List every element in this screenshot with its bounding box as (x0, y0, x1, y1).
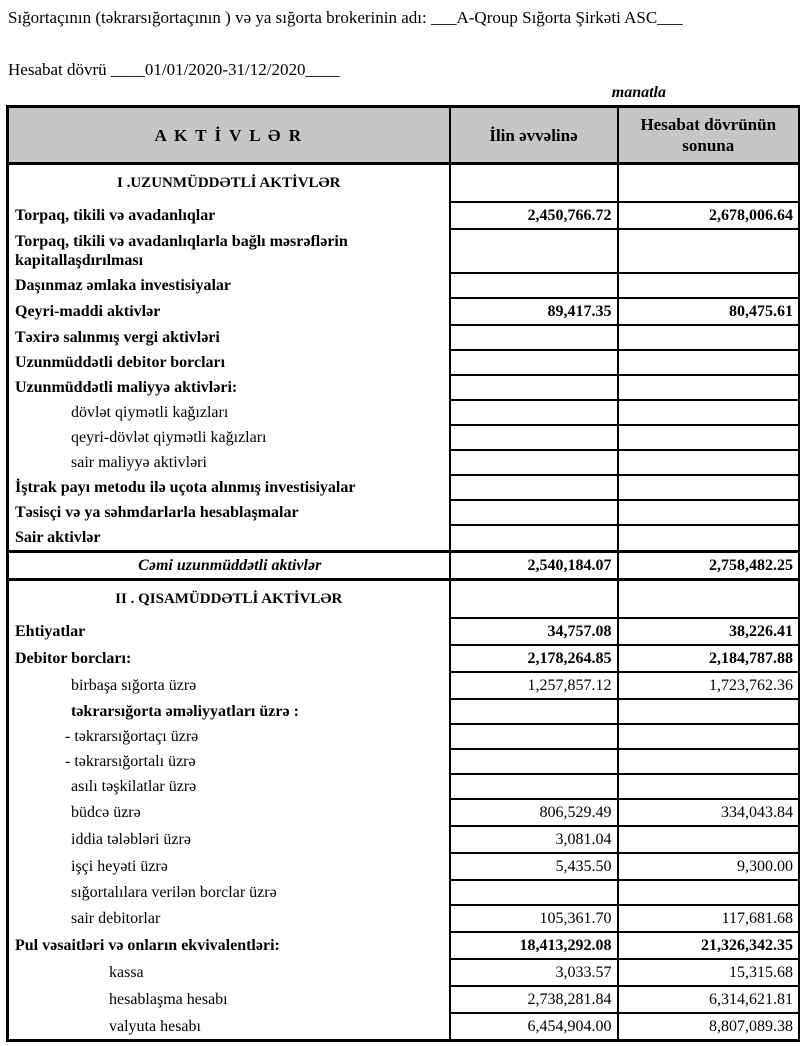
table-row (8, 932, 800, 959)
row-label: I .UZUNMÜDDƏTLİ AKTİVLƏR (8, 164, 450, 203)
value-period-end: 117,681.68 (618, 905, 800, 932)
value-year-start (450, 774, 618, 799)
row-label: asılı təşkilatlar üzrə (8, 774, 450, 799)
value-period-end (618, 580, 800, 619)
value-period-end (618, 826, 800, 853)
table-row (8, 164, 800, 203)
row-label: birbaşa sığorta üzrə (8, 672, 450, 699)
row-label: Debitor borcları: (8, 645, 450, 672)
value-year-start (450, 450, 618, 475)
value-period-end (618, 724, 800, 749)
value-year-start (450, 525, 618, 552)
value-period-end: 2,758,482.25 (618, 552, 800, 580)
table-row (8, 724, 800, 749)
table-row (8, 525, 800, 552)
value-year-start: 806,529.49 (450, 799, 618, 826)
value-year-start: 3,081.04 (450, 826, 618, 853)
value-period-end (618, 164, 800, 203)
value-period-end: 8,807,089.38 (618, 1013, 800, 1041)
value-period-end (618, 400, 800, 425)
report-period-line: Hesabat dövrü ____01/01/2020-31/12/2020____ (8, 60, 340, 79)
value-year-start (450, 475, 618, 500)
row-label: sığortalılara verilən borclar üzrə (8, 880, 450, 905)
row-label: - təkrarsığortaçı üzrə (8, 724, 450, 749)
table-row (8, 774, 800, 799)
row-label: Torpaq, tikili və avadanlıqlar (8, 202, 450, 229)
value-year-start (450, 724, 618, 749)
value-period-end (618, 774, 800, 799)
row-label: kassa (8, 959, 450, 986)
value-year-start: 6,454,904.00 (450, 1013, 618, 1041)
value-year-start (450, 425, 618, 450)
value-period-end (618, 325, 800, 350)
value-year-start (450, 273, 618, 298)
currency-note: manatla (611, 84, 666, 101)
value-year-start (450, 580, 618, 619)
row-label: Uzunmüddətli debitor borcları (8, 350, 450, 375)
value-period-end (618, 475, 800, 500)
value-year-start: 105,361.70 (450, 905, 618, 932)
row-label: iddia tələbləri üzrə (8, 826, 450, 853)
value-year-start: 18,413,292.08 (450, 932, 618, 959)
table-row (8, 552, 800, 580)
value-year-start: 2,178,264.85 (450, 645, 618, 672)
row-label: - təkrarsığortalı üzrə (8, 749, 450, 774)
table-row (8, 500, 800, 525)
table-row (8, 375, 800, 400)
row-label: Torpaq, tikili və avadanlıqlarla bağlı məsrəflərin kapitallaşdırılması (8, 229, 450, 273)
value-year-start: 89,417.35 (450, 298, 618, 325)
value-period-end: 334,043.84 (618, 799, 800, 826)
table-row (8, 853, 800, 880)
row-label: Pul vəsaitləri və onların ekvivalentləri: (8, 932, 450, 959)
column-header-aktivler: A K T İ V L Ə R (8, 107, 450, 164)
table-header-row (8, 107, 800, 164)
row-label: Təxirə salınmış vergi aktivləri (8, 325, 450, 350)
value-period-end (618, 500, 800, 525)
row-label: sair maliyyə aktivləri (8, 450, 450, 475)
row-label: Cəmi uzunmüddətli aktivlər (8, 552, 450, 580)
table-row (8, 298, 800, 325)
value-year-start (450, 164, 618, 203)
value-period-end (618, 273, 800, 298)
column-header-period-end: Hesabat dövrünün sonuna (618, 107, 800, 164)
row-label: Uzunmüddətli maliyyə aktivləri: (8, 375, 450, 400)
value-period-end: 80,475.61 (618, 298, 800, 325)
value-period-end (618, 375, 800, 400)
value-year-start: 34,757.08 (450, 618, 618, 645)
table-row (8, 450, 800, 475)
value-year-start: 1,257,857.12 (450, 672, 618, 699)
value-period-end: 2,678,006.64 (618, 202, 800, 229)
value-year-start (450, 400, 618, 425)
value-year-start: 5,435.50 (450, 853, 618, 880)
row-label: büdcə üzrə (8, 799, 450, 826)
table-row (8, 672, 800, 699)
row-label: Daşınmaz əmlaka investisiyalar (8, 273, 450, 298)
assets-table (6, 105, 800, 1042)
value-period-end: 38,226.41 (618, 618, 800, 645)
row-label: valyuta hesabı (8, 1013, 450, 1041)
table-row (8, 905, 800, 932)
table-row (8, 325, 800, 350)
value-period-end: 2,184,787.88 (618, 645, 800, 672)
table-row (8, 749, 800, 774)
row-label: Təsisçi və ya səhmdarlarla hesablaşmalar (8, 500, 450, 525)
table-row (8, 202, 800, 229)
value-period-end (618, 880, 800, 905)
value-period-end (618, 699, 800, 724)
value-year-start: 2,450,766.72 (450, 202, 618, 229)
table-row (8, 880, 800, 905)
value-year-start: 3,033.57 (450, 959, 618, 986)
value-period-end (618, 229, 800, 273)
value-year-start (450, 325, 618, 350)
table-row (8, 425, 800, 450)
row-label: dövlət qiymətli kağızları (8, 400, 450, 425)
table-row (8, 350, 800, 375)
value-year-start (450, 229, 618, 273)
value-period-end: 9,300.00 (618, 853, 800, 880)
value-year-start (450, 880, 618, 905)
value-period-end (618, 350, 800, 375)
value-period-end: 21,326,342.35 (618, 932, 800, 959)
value-period-end (618, 450, 800, 475)
value-period-end (618, 749, 800, 774)
row-label: qeyri-dövlət qiymətli kağızları (8, 425, 450, 450)
column-header-year-start: İlin əvvəlinə (450, 107, 618, 164)
table-row (8, 618, 800, 645)
row-label: Sair aktivlər (8, 525, 450, 552)
row-label: İştrak payı metodu ilə uçota alınmış investisiyalar (8, 475, 450, 500)
value-year-start (450, 350, 618, 375)
row-label: hesablaşma hesabı (8, 986, 450, 1013)
table-row (8, 699, 800, 724)
table-row (8, 826, 800, 853)
value-year-start: 2,738,281.84 (450, 986, 618, 1013)
table-row (8, 799, 800, 826)
value-period-end: 6,314,621.81 (618, 986, 800, 1013)
value-period-end: 15,315.68 (618, 959, 800, 986)
value-year-start (450, 500, 618, 525)
row-label: Ehtiyatlar (8, 618, 450, 645)
table-row (8, 229, 800, 273)
row-label: işçi heyəti üzrə (8, 853, 450, 880)
insurer-name-line: Sığortaçının (təkrarsığortaçının ) və ya sığorta brokerinin adı: ___A-Qroup Sığorta Şirkəti ASC___ (8, 8, 683, 27)
row-label: Qeyri-maddi aktivlər (8, 298, 450, 325)
row-label: II . QISAMÜDDƏTLİ AKTİVLƏR (8, 580, 450, 619)
table-row (8, 986, 800, 1013)
table-row (8, 273, 800, 298)
table-row (8, 580, 800, 619)
value-year-start: 2,540,184.07 (450, 552, 618, 580)
row-label: sair debitorlar (8, 905, 450, 932)
value-period-end (618, 425, 800, 450)
table-row (8, 645, 800, 672)
value-year-start (450, 375, 618, 400)
table-row (8, 400, 800, 425)
value-period-end: 1,723,762.36 (618, 672, 800, 699)
value-year-start (450, 749, 618, 774)
value-period-end (618, 525, 800, 552)
table-row (8, 959, 800, 986)
table-row (8, 1013, 800, 1041)
table-row (8, 475, 800, 500)
row-label: təkrarsığorta əməliyyatları üzrə : (8, 699, 450, 724)
value-year-start (450, 699, 618, 724)
